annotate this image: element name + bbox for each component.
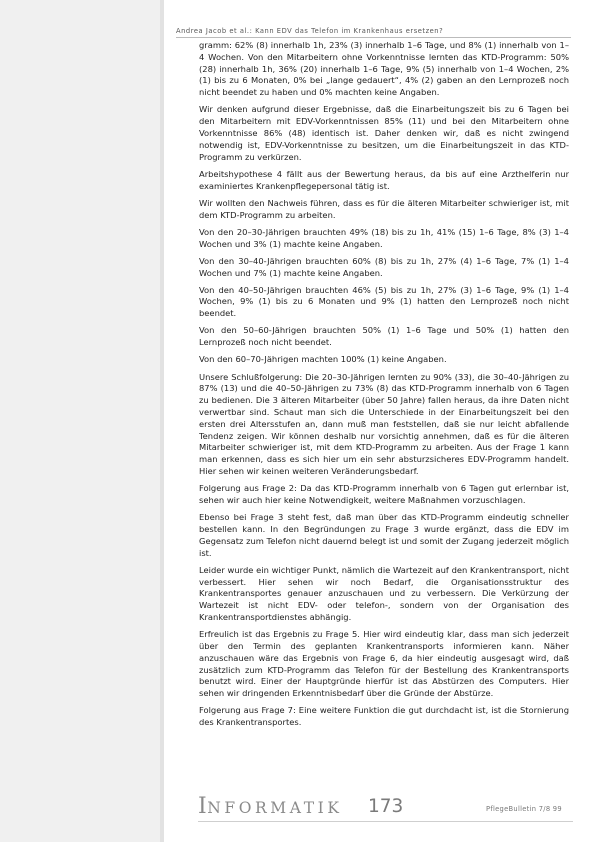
left-margin-band [0, 0, 164, 842]
body-paragraph-6: Von den 30–40-Jährigen brauchten 60% (8) bis zu 1h, 27% (4) 1–6 Tage, 7% (1) 1–4 Wochen und 7% (1) machte keine Angaben. [199, 255, 569, 278]
body-paragraph-11: Folgerung aus Frage 2: Da das KTD-Programm innerhalb von 6 Tagen gut erlernbar ist, sehen wir auch hier keine Notwendigkeit, weitere Maßnahmen vorzuschlagen. [199, 483, 569, 505]
body-paragraph-8: Von den 50–60-Jährigen brauchten 50% (1) 1–6 Tage und 50% (1) hatten den Lernprozeß noch nicht beendet. [199, 325, 569, 348]
running-header: Andrea Jacob et al.: Kann EDV das Telefon im Krankenhaus ersetzen? [176, 27, 444, 35]
body-paragraph-3: Arbeitshypothese 4 fällt aus der Bewertung heraus, da bis auf eine Arzthelferin nur examiniertes Krankenpflegepersonal tätig ist. [199, 168, 569, 191]
section-label [198, 794, 343, 819]
body-paragraph-12: Ebenso bei Frage 3 steht fest, daß man über das KTD-Programm eindeutig schneller bestellen kann. In den Begründungen zu Frage 3 wurde ergänzt, dass die EDV im Gegensatz zum Telefon nicht dauernd belegt ist und somit der Zugang jederzeit möglich ist. [199, 512, 569, 558]
page-number: 173 [368, 796, 404, 817]
body-paragraph-10: Unsere Schlußfolgerung: Die 20–30-Jährigen lernten zu 90% (33), die 30–40-Jährigen zu 87% (13) und die 40–50-Jährigen zu 73% (8) das KTD-Programm innerhalb von 6 Tagen zu bedienen. Die 3 älteren Mitarbeiter (über 50 Jahre) fallen heraus, da ihre Daten nicht verwertbar sind. Schaut man sich die Unterschiede in der Einarbeitungszeit bei den ersten drei Altersstufen an, dann muß man feststellen, daß sie nur leicht abfallende Tendenz zeigen. Wir können deshalb nur vorsichtig annehmen, daß es für die älteren Mitarbeiter schwieriger ist, mit dem KTD-Programm zu arbeiten. Aus der Frage 1 kann man erkennen, dass es sich hier um ein sehr absturzsicheres EDV-Programm handelt. Hier sehen wir keinen weiteren Veränderungsbedarf. [199, 371, 569, 477]
journal-issue: PflegeBulletin 7/8 99 [486, 805, 562, 813]
body-paragraph-5: Von den 20–30-Jährigen brauchten 49% (18) bis zu 1h, 41% (15) 1–6 Tage, 8% (3) 1–4 Wochen und 3% (1) machte keine Angaben. [199, 226, 569, 249]
header-rule [176, 37, 571, 38]
body-paragraph-14: Erfreulich ist das Ergebnis zu Frage 5. Hier wird eindeutig klar, dass man sich jederzeit über den Termin des geplanten Krankentransports informieren kann. Näher anzuschauen wäre das Ergebnis von Frage 6, da hier eindeutig ausgesagt wird, daß zusätzlich zum KTD-Programm das Telefon für der Bestellung des Krankentransports benutzt wird. Einer der Hauptgründe hierfür ist das Abstürzen des Computers. Hier sehen wir dringenden Erkenntnisbedarf über die Gründe der Abstürze. [199, 629, 569, 699]
body-paragraph-15: Folgerung aus Frage 7: Eine weitere Funktion die gut durchdacht ist, ist die Stornierung des Krankentransportes. [199, 705, 569, 728]
section-label-initial: I [198, 794, 208, 819]
body-paragraph-9: Von den 60–70-Jährigen machten 100% (1) keine Angaben. [199, 354, 447, 365]
body-paragraph-7: Von den 40–50-Jährigen brauchten 46% (5) bis zu 1h, 27% (3) 1–6 Tage, 9% (1) 1–4 Wochen, 9% (1) bis zu 6 Monaten und 9% (1) hatten den Lernprozeß noch nicht beendet. [199, 284, 569, 319]
article-body [199, 40, 569, 785]
footer-rule [198, 821, 573, 822]
body-paragraph-13: Leider wurde ein wichtiger Punkt, nämlich die Wartezeit auf den Krankentransport, nicht verbessert. Hier sehen wir noch Bedarf, die Organisationsstruktur des Krankentransportes genauer anzuschauen und zu verbessern. Die Verkürzung der Wartezeit ist nicht EDV- oder telefon-, sondern von der Organisation des Krankentransportdienstes abhängig. [199, 564, 569, 622]
section-label-rest: NFORMATIK [207, 799, 343, 817]
body-paragraph-2: Wir denken aufgrund dieser Ergebnisse, daß die Einarbeitungszeit bis zu 6 Tagen bei den Mitarbeitern mit EDV-Vorkenntnissen 85% (11) und bei den Mitarbeitern ohne Vorkenntnisse 86% (48) identisch ist. Daher denken wir, daß es nicht zwingend notwendig ist, EDV-Vorkenntnisse zu besitzen, um die Einarbeitungszeit in das KTD-Programm zu verkürzen. [199, 104, 569, 162]
margin-band-edge [160, 0, 164, 842]
body-paragraph-1: gramm: 62% (8) innerhalb 1h, 23% (3) innerhalb 1–6 Tage, und 8% (1) innerhalb von 1–4 Wochen. Von den Mitarbeitern ohne Vorkenntnisse lernten das KTD-Programm: 50% (28) innerhalb 1h, 36% (20) innerhalb 1–6 Tage, 9% (5) innerhalb von 1–4 Wochen, 2% (1) bis zu 6 Monaten, 0% bei „lange gedauert“, 4% (2) gaben an den Lernprozeß noch nicht beendet zu haben und 0% machten keine Angaben. [199, 40, 569, 98]
body-paragraph-4: Wir wollten den Nachweis führen, dass es für die älteren Mitarbeiter schwieriger ist, mit dem KTD-Programm zu arbeiten. [199, 197, 569, 220]
